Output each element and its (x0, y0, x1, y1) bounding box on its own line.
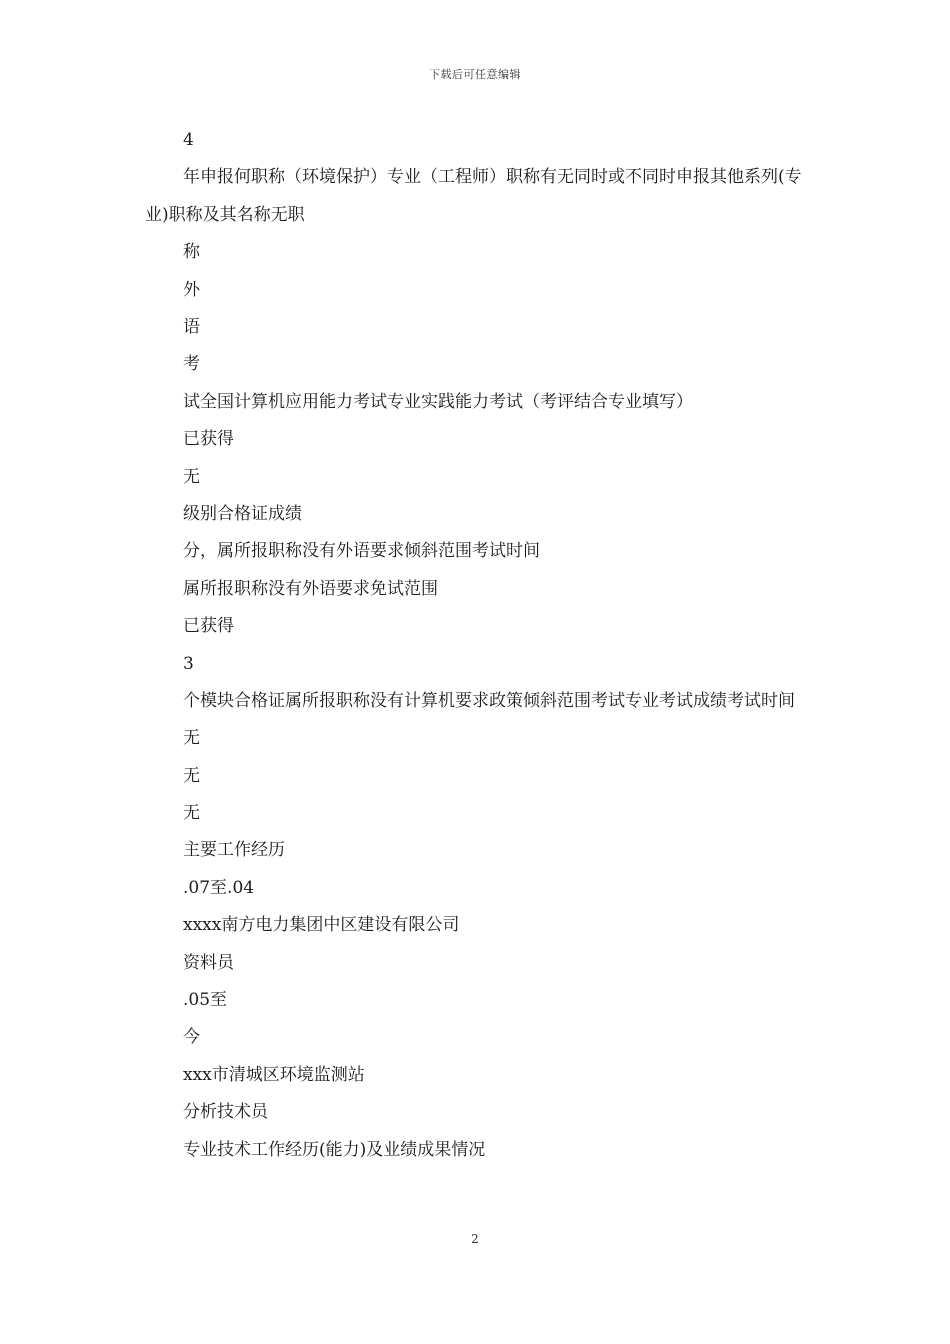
text-line: 属所报职称没有外语要求免试范围 (183, 578, 438, 599)
text-line: 今 (183, 1027, 200, 1048)
text-line: 分，属所报职称没有外语要求倾斜范围考试时间 (183, 541, 540, 562)
text-line: 考 (183, 354, 200, 375)
text-line: .07至.04 (183, 877, 255, 898)
text-line: 无 (183, 728, 200, 749)
page-number: 2 (471, 1232, 479, 1246)
text-line: 无 (183, 803, 200, 824)
text-line: .05至 (183, 990, 228, 1011)
text-line: 3 (183, 653, 194, 674)
section-heading: 主要工作经历 (183, 840, 285, 861)
text-line: 无 (183, 466, 200, 487)
text-line: 已获得 (183, 616, 234, 637)
section-heading: 专业技术工作经历(能力)及业绩成果情况 (183, 1139, 486, 1160)
text-line: xxx市清城区环境监测站 (183, 1064, 365, 1085)
text-line: 试全国计算机应用能力考试专业实践能力考试（考评结合专业填写） (183, 391, 693, 412)
text-line: xxxx南方电力集团中区建设有限公司 (183, 915, 460, 936)
text-line: 4 (183, 130, 194, 150)
text-line: 级别合格证成绩 (183, 503, 302, 524)
text-paragraph: 个模块合格证属所报职称没有计算机要求政策倾斜范围考试专业考试成绩考试时间 (183, 690, 795, 711)
text-line: 称 (183, 242, 200, 263)
text-line: 无 (183, 765, 200, 786)
text-line: 已获得 (183, 429, 234, 450)
text-paragraph: 年申报何职称（环境保护）专业（工程师）职称有无同时或不同时申报其他系列(专业)职称及其名称无职 (145, 167, 802, 225)
text-line: 语 (183, 316, 200, 337)
header-note: 下载后可任意编辑 (429, 68, 521, 81)
text-line: 资料员 (183, 952, 234, 973)
text-line: 外 (183, 279, 200, 300)
document-body (0, 122, 950, 1169)
text-line: 分析技术员 (183, 1102, 268, 1123)
